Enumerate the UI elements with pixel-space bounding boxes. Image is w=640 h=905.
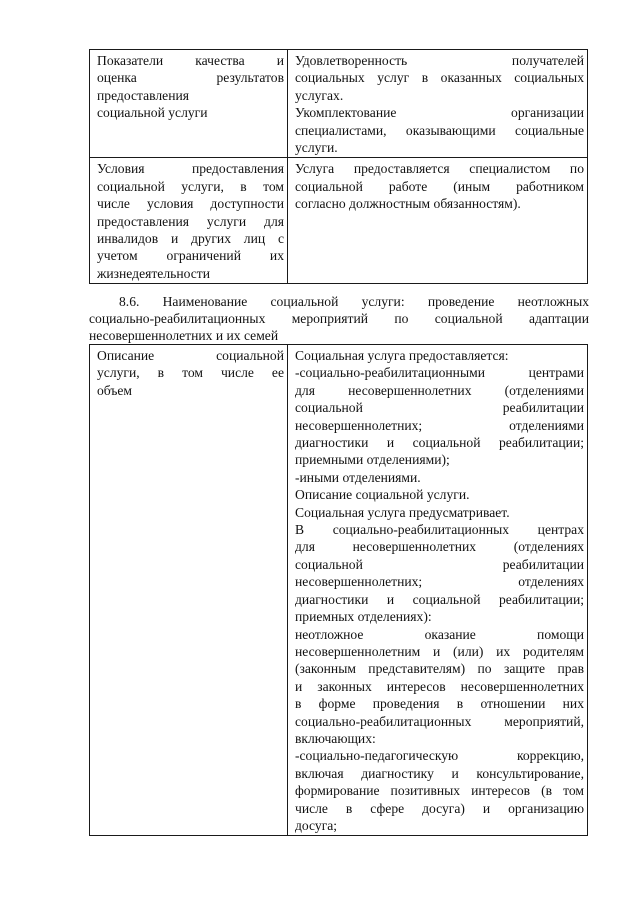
text-line: неотложное оказание помощи <box>295 626 584 642</box>
text-line: объем <box>97 382 133 398</box>
text-line: В социально-реабилитационных центрах <box>295 522 584 538</box>
paragraph <box>295 486 584 503</box>
cell-description-label <box>90 345 288 836</box>
text-line: социально-реабилитационных мероприятий, <box>295 713 584 729</box>
table-row-conditions <box>90 158 588 284</box>
text-line: услуги, в том числе ее <box>97 365 284 381</box>
paragraph <box>295 469 584 486</box>
text-line: оценка результатов <box>97 70 284 86</box>
text-line: предоставления услуги для <box>97 213 284 229</box>
text-line: Социальная услуга предоставляется: <box>295 348 509 363</box>
text-line: социальных услуг в оказанных социальных <box>295 70 584 86</box>
text-line: Показатели качества и <box>97 53 284 68</box>
section-heading-8-6 <box>89 293 589 344</box>
paragraph <box>295 626 584 748</box>
cell-quality-label <box>90 50 288 158</box>
text-line: несовершеннолетних; отделениями <box>295 417 584 433</box>
text-line: Описание социальной <box>97 348 284 363</box>
paragraph <box>295 160 584 212</box>
table-service-description <box>89 344 588 836</box>
text-line: социальной услуги <box>97 105 208 121</box>
text-line: Условия предоставления <box>97 161 284 177</box>
text-line: диагностики и социальной реабилитации; <box>295 591 584 607</box>
text-line: социальной услуги, в том <box>97 178 284 194</box>
text-line: инвалидов и других лиц с <box>97 231 284 247</box>
cell-quality-value <box>288 50 588 158</box>
text-line: услуги. <box>295 140 338 156</box>
text-line: согласно должностным обязанностям). <box>295 196 521 212</box>
text-line: приемными отделениями); <box>295 452 450 468</box>
text-line: предоставления <box>97 87 190 103</box>
text-line: включающих: <box>295 730 376 746</box>
text-line: услугах. <box>295 87 344 103</box>
cell-description-value <box>288 345 588 836</box>
paragraph <box>295 747 584 834</box>
text-line: для несовершеннолетних (отделениях <box>295 539 584 555</box>
table-quality-conditions <box>89 49 588 284</box>
text-line: досуга; <box>295 817 338 833</box>
text-line: Описание социальной услуги. <box>295 487 470 503</box>
text-line: Услуга предоставляется специалистом по <box>295 161 584 177</box>
paragraph <box>295 347 584 364</box>
paragraph <box>295 104 584 156</box>
text-line: -социально-педагогическую коррекцию, <box>295 748 584 764</box>
text-line: учетом ограничений их <box>97 248 284 264</box>
text-line: (законным представителям) по защите прав <box>295 661 584 677</box>
text-line: социальной реабилитации <box>295 400 584 416</box>
heading-line: социально-реабилитационных мероприятий по социальной адаптации <box>89 311 589 326</box>
table-row-description <box>90 345 588 836</box>
paragraph <box>295 521 584 625</box>
text-line: приемных отделениях): <box>295 609 432 625</box>
text-line: жизнедеятельности <box>97 265 210 281</box>
text-line: числе условия доступности <box>97 196 284 212</box>
text-line: Укомплектование организации <box>295 105 584 121</box>
paragraph <box>295 504 584 521</box>
text-line: диагностики и социальной реабилитации; <box>295 435 584 451</box>
text-line: формирование позитивных интересов (в том <box>295 783 584 799</box>
cell-conditions-value <box>288 158 588 284</box>
text-line: -иными отделениями. <box>295 469 421 485</box>
table-row-quality <box>90 50 588 158</box>
text-line: для несовершеннолетних (отделениями <box>295 382 584 398</box>
text-line: Удовлетворенность получателей <box>295 53 584 68</box>
text-line: несовершеннолетним и (или) их родителям <box>295 643 584 659</box>
text-line: социальной работе (иным работником <box>295 178 584 194</box>
text-line: числе в сфере досуга) и организацию <box>295 800 584 816</box>
text-line: в форме проведения в отношении них <box>295 696 584 712</box>
heading-line: несовершеннолетних и их семей <box>89 328 279 343</box>
text-line: и законных интересов несовершеннолетних <box>295 678 584 694</box>
text-line: включая диагностику и консультирование, <box>295 765 584 781</box>
text-line: -социально-реабилитационными центрами <box>295 365 584 381</box>
heading-line: 8.6. Наименование социальной услуги: проведение неотложных <box>119 294 589 309</box>
text-line: специалистами, оказывающими социальные <box>295 122 584 138</box>
cell-conditions-label <box>90 158 288 284</box>
paragraph <box>295 364 584 468</box>
paragraph <box>295 52 584 104</box>
text-line: Социальная услуга предусматривает. <box>295 504 510 520</box>
text-line: несовершеннолетних; отделениях <box>295 574 584 590</box>
text-line: социальной реабилитации <box>295 556 584 572</box>
